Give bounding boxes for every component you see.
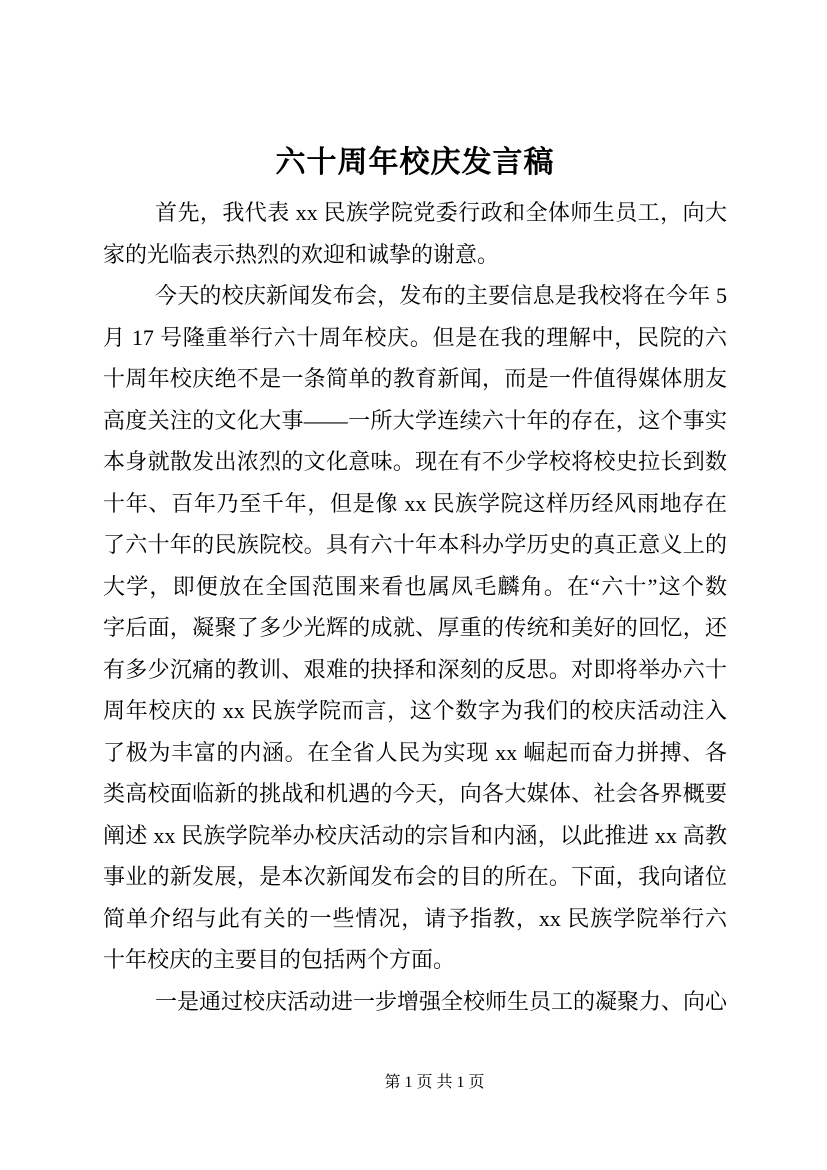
document-line: 了六十年的民族院校。具有六十年本科办学历史的真正意义上的 <box>103 532 727 557</box>
document-body <box>103 192 727 1022</box>
document-line: 十年校庆的主要目的包括两个方面。 <box>103 947 456 972</box>
document-line: 简单介绍与此有关的一些情况，请予指教，xx 民族学院举行六 <box>103 905 727 931</box>
document-line: 一是通过校庆活动进一步增强全校师生员工的凝聚力、向心 <box>155 988 727 1014</box>
document-line: 类高校面临新的挑战和机遇的今天，向各大媒体、社会各界概要 <box>103 781 727 806</box>
document-title: 六十周年校庆发言稿 <box>275 146 555 179</box>
document-line: 阐述 xx 民族学院举办校庆活动的宗旨和内涵，以此推进 xx 高教 <box>103 822 727 848</box>
document-line: 本身就散发出浓烈的文化意味。现在有不少学校将校史拉长到数 <box>103 449 727 474</box>
document-line: 月 17 号隆重举行六十周年校庆。但是在我的理解中，民院的六 <box>103 324 727 350</box>
document-line: 了极为丰富的内涵。在全省人民为实现 xx 崛起而奋力拼搏、各 <box>103 739 727 765</box>
document-line: 今天的校庆新闻发布会，发布的主要信息是我校将在今年 5 <box>155 283 727 308</box>
document-line: 事业的新发展，是本次新闻发布会的目的所在。下面，我向诸位 <box>103 864 727 889</box>
document-line: 高度关注的文化大事——一所大学连续六十年的存在，这个事实 <box>103 407 727 433</box>
page-number-footer: 第 1 页 共 1 页 <box>384 1074 485 1091</box>
document-line: 大学，即便放在全国范围来看也属凤毛麟角。在“六十”这个数 <box>103 573 727 599</box>
document-line: 周年校庆的 xx 民族学院而言，这个数字为我们的校庆活动注入 <box>103 698 727 723</box>
document-line: 十年、百年乃至千年，但是像 xx 民族学院这样历经风雨地存在 <box>103 490 727 516</box>
document-line: 首先，我代表 xx 民族学院党委行政和全体师生员工，向大 <box>155 200 727 225</box>
document-line: 家的光临表示热烈的欢迎和诚挚的谢意。 <box>103 241 500 267</box>
document-line: 有多少沉痛的教训、艰难的抉择和深刻的反思。对即将举办六十 <box>103 656 727 682</box>
document-line: 十周年校庆绝不是一条简单的教育新闻，而是一件值得媒体朋友 <box>103 366 727 391</box>
document-line: 字后面，凝聚了多少光辉的成就、厚重的传统和美好的回忆，还 <box>103 615 727 640</box>
